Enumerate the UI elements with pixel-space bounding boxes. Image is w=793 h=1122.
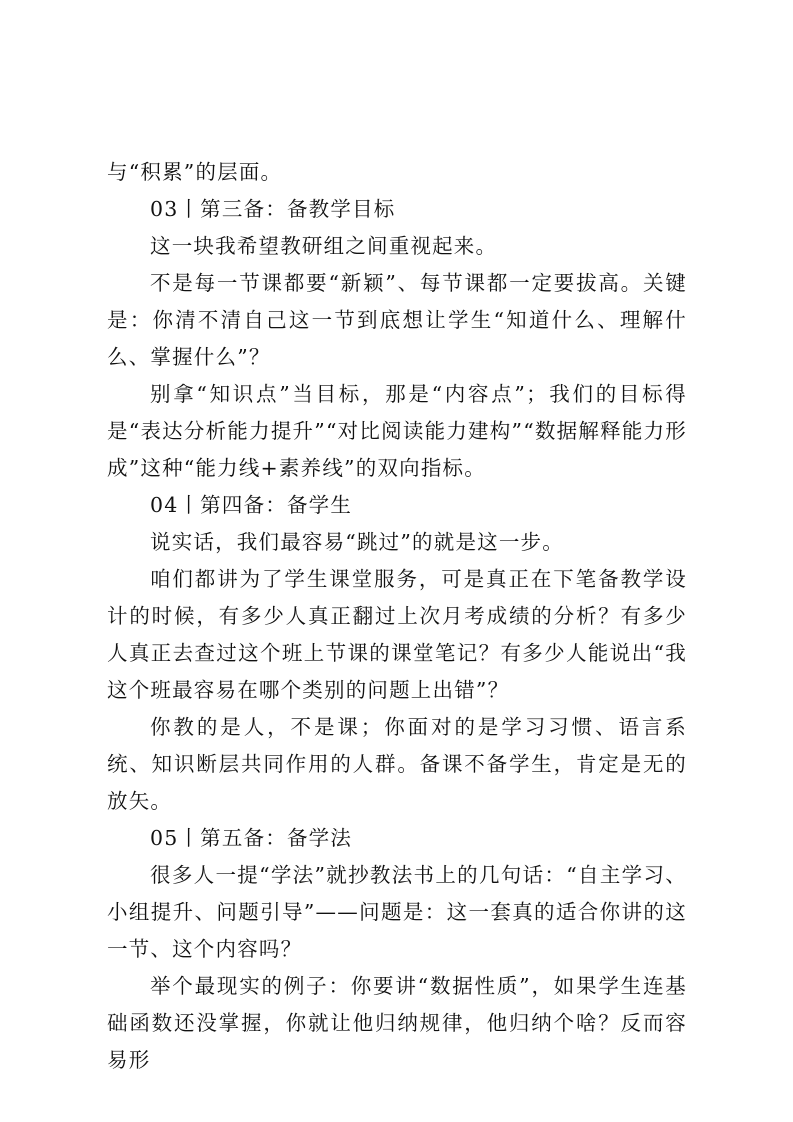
paragraph-8: 很多人一提“学法”就抄教法书上的几句话：“自主学习、小组提升、问题引导”——问题是：这一套真的适合你讲的这一节、这个内容吗？ <box>107 863 687 961</box>
paragraph-1: 与“积累”的层面。 <box>107 160 283 184</box>
document-body <box>107 154 687 1079</box>
paragraph-3: 不是每一节课都要“新颖”、每节课都一定要拔高。关键是：你清不清自己这一节到底想让学生“知道什么、理解什么、掌握什么”？ <box>107 271 687 369</box>
section-heading-05: 05丨第五备：备学法 <box>150 826 353 850</box>
paragraph-2: 这一块我希望教研组之间重视起来。 <box>150 234 498 258</box>
paragraph-6: 咱们都讲为了学生课堂服务，可是真正在下笔备教学设计的时候，有多少人真正翻过上次月考成绩的分析？有多少人真正去查过这个班上节课的课堂笔记？有多少人能说出“我这个班最容易在哪个类别的问题上出错”？ <box>107 567 687 702</box>
section-heading-03: 03丨第三备：备教学目标 <box>150 197 396 221</box>
section-heading-04: 04丨第四备：备学生 <box>150 493 353 517</box>
paragraph-5: 说实话，我们最容易“跳过”的就是这一步。 <box>150 530 564 554</box>
paragraph-7: 你教的是人，不是课；你面对的是学习习惯、语言系统、知识断层共同作用的人群。备课不备学生，肯定是无的放矢。 <box>107 715 687 813</box>
paragraph-9: 举个最现实的例子：你要讲“数据性质”，如果学生连基础函数还没掌握，你就让他归纳规律，他归纳个啥？反而容易形 <box>107 974 687 1072</box>
paragraph-4: 别拿“知识点”当目标，那是“内容点”；我们的目标得是“表达分析能力提升”“对比阅读能力建构”“数据解释能力形成”这种“能力线+素养线”的双向指标。 <box>107 382 687 480</box>
